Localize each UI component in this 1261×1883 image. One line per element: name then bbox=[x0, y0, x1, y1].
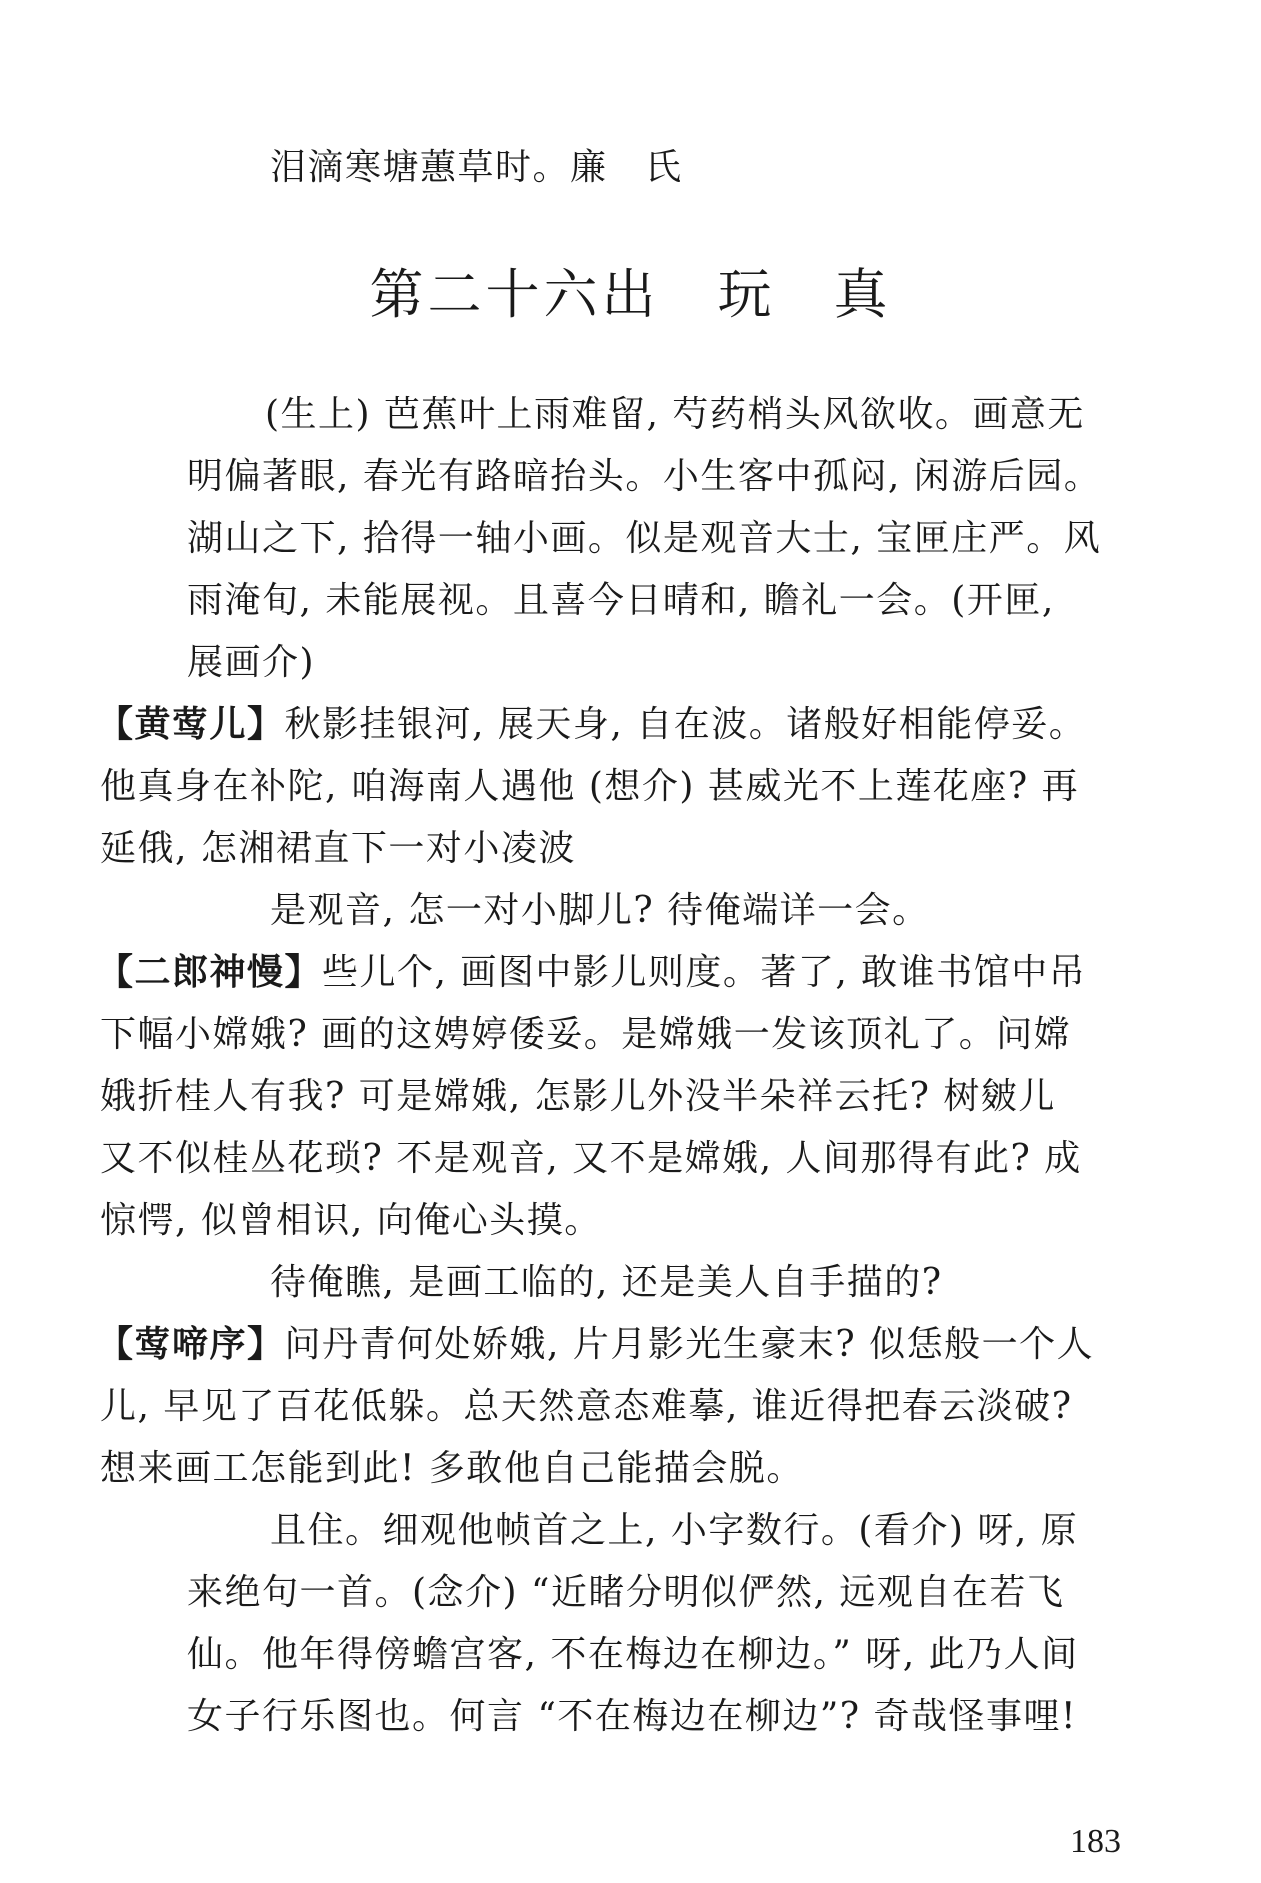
text-line: 延俄, 怎湘裙直下一对小凌波 bbox=[100, 828, 576, 869]
tune-name: 【二郎神慢】 bbox=[97, 952, 323, 993]
text-line: 惊愕, 似曾相识, 向俺心头摸。 bbox=[100, 1200, 602, 1241]
lyric-text: 秋影挂银河, 展天身, 自在波。诸般好相能停妥。 bbox=[284, 704, 1087, 745]
text-line: (生上) 芭蕉叶上雨难留, 芍药梢头风欲收。画意无 bbox=[265, 394, 1085, 435]
tune-name: 【莺啼序】 bbox=[97, 1324, 285, 1365]
text-line: 又不似桂丛花琐? 不是观音, 又不是嫦娥, 人间那得有此? 成 bbox=[100, 1138, 1082, 1179]
text-line: 展画介) bbox=[187, 642, 316, 683]
text-line: 仙。他年得傍蟾宫客, 不在梅边在柳边。” 呀, 此乃人间 bbox=[187, 1634, 1079, 1675]
text-line bbox=[97, 951, 1086, 995]
text-line: 湖山之下, 拾得一轴小画。似是观音大士, 宝匣庄严。风 bbox=[187, 518, 1102, 559]
stage-direction: 是观音, 怎一对小脚儿? 待俺端详一会。 bbox=[270, 890, 930, 931]
text-line bbox=[97, 703, 1086, 747]
previous-scene-closing-line: 泪滴寒塘蕙草时。廉 氏 bbox=[270, 147, 683, 188]
scene-title: 第二十六出 玩 真 bbox=[369, 263, 892, 326]
text-line: 娥折桂人有我? 可是嫦娥, 怎影儿外没半朵祥云托? 树皴儿 bbox=[100, 1076, 1056, 1117]
lyric-text: 些儿个, 画图中影儿则度。著了, 敢谁书馆中吊 bbox=[322, 952, 1087, 993]
text-line: 雨淹旬, 未能展视。且喜今日晴和, 瞻礼一会。(开匣, bbox=[187, 580, 1055, 621]
tune-name: 【黄莺儿】 bbox=[97, 704, 285, 745]
text-line: 女子行乐图也。何言 “不在梅边在柳边”? 奇哉怪事哩! bbox=[187, 1696, 1077, 1737]
text-line: 明偏著眼, 春光有路暗抬头。小生客中孤闷, 闲游后园。 bbox=[187, 456, 1102, 497]
text-line: 下幅小嫦娥? 画的这娉婷倭妥。是嫦娥一发该顶礼了。问嫦 bbox=[100, 1014, 1072, 1055]
text-line bbox=[97, 1323, 1094, 1367]
text-line: 他真身在补陀, 咱海南人遇他 (想介) 甚威光不上莲花座? 再 bbox=[100, 766, 1080, 807]
page-number: 183 bbox=[1070, 1823, 1121, 1860]
lyric-text: 问丹青何处娇娥, 片月影光生豪末? 似恁般一个人 bbox=[284, 1324, 1095, 1365]
text-line: 儿, 早见了百花低躲。总天然意态难摹, 谁近得把春云淡破? bbox=[100, 1386, 1073, 1427]
stage-direction: 待俺瞧, 是画工临的, 还是美人自手描的? bbox=[270, 1262, 943, 1303]
text-line: 且住。细观他帧首之上, 小字数行。(看介) 呀, 原 bbox=[270, 1510, 1079, 1551]
text-line: 来绝句一首。(念介) “近睹分明似俨然, 远观自在若飞 bbox=[187, 1572, 1065, 1613]
text-line: 想来画工怎能到此! 多敢他自己能描会脱。 bbox=[100, 1448, 804, 1489]
